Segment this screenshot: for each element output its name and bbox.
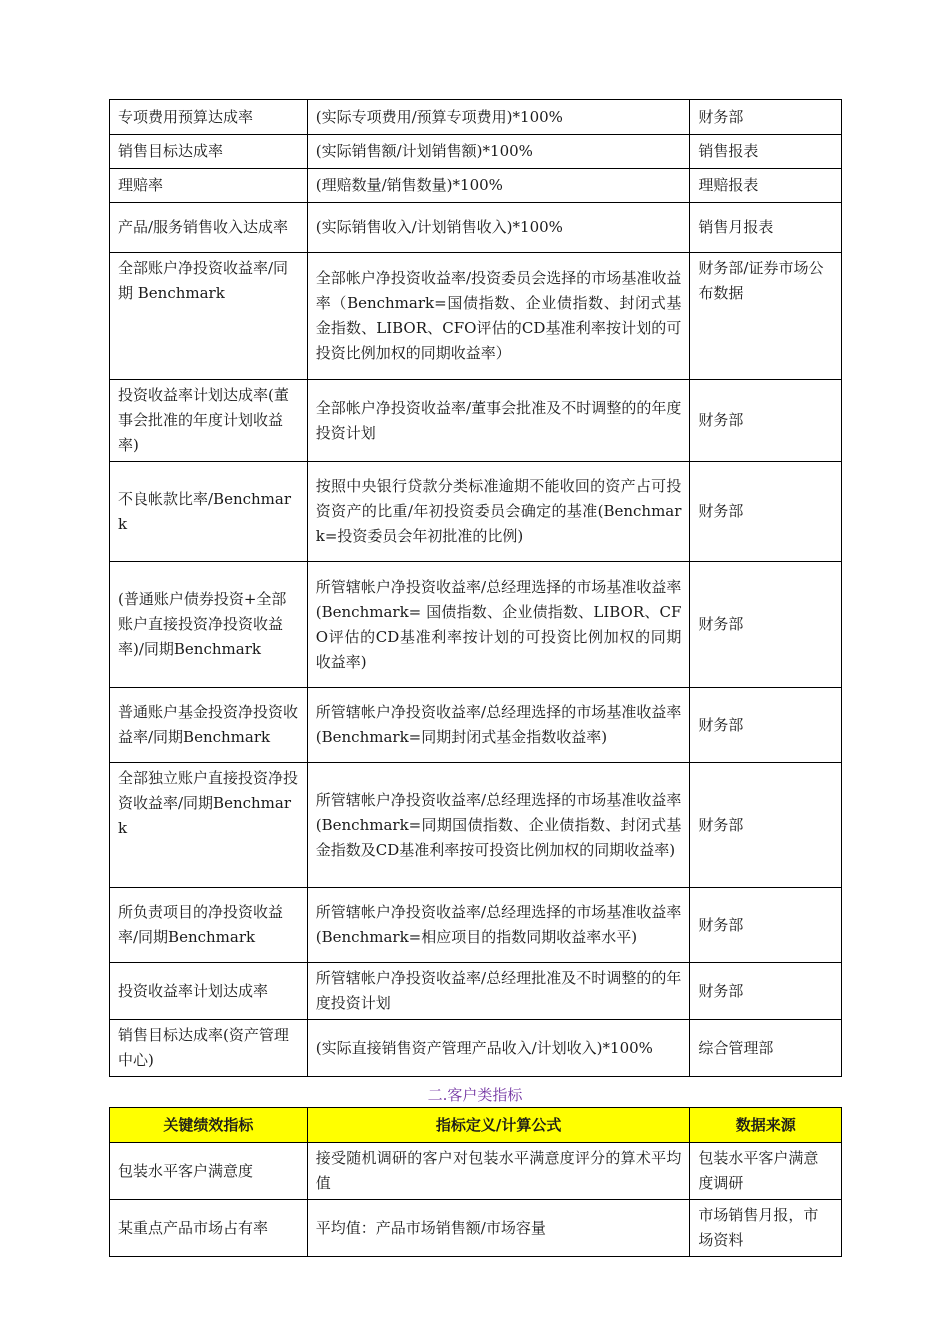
kpi-cell: 投资收益率计划达成率 <box>110 963 308 1020</box>
table-row <box>110 1020 842 1077</box>
kpi-cell: 全部独立账户直接投资净投资收益率/同期Benchmark <box>110 763 308 888</box>
source-cell: 综合管理部 <box>690 1020 842 1077</box>
source-cell: 财务部 <box>690 963 842 1020</box>
definition-cell: 平均值：产品市场销售额/市场容量 <box>307 1200 690 1257</box>
definition-cell: 所管辖帐户净投资收益率/总经理选择的市场基准收益率(Benchmark=相应项目的指数同期收益率水平) <box>307 888 690 963</box>
definition-cell: 全部帐户净投资收益率/董事会批准及不时调整的的年度投资计划 <box>307 380 690 462</box>
source-cell: 销售报表 <box>690 135 842 169</box>
source-cell: 财务部 <box>690 888 842 963</box>
source-cell: 理赔报表 <box>690 169 842 203</box>
kpi-cell: 全部账户净投资收益率/同期 Benchmark <box>110 253 308 380</box>
table-header-row <box>110 1108 842 1143</box>
kpi-table-financial <box>109 99 842 1077</box>
source-cell: 财务部 <box>690 688 842 763</box>
kpi-cell: 投资收益率计划达成率(董事会批准的年度计划收益率) <box>110 380 308 462</box>
source-cell: 财务部/证券市场公布数据 <box>690 253 842 380</box>
table-row <box>110 135 842 169</box>
kpi-cell: 理赔率 <box>110 169 308 203</box>
table-row <box>110 963 842 1020</box>
definition-cell: (实际销售收入/计划销售收入)*100% <box>307 203 690 253</box>
source-cell: 财务部 <box>690 462 842 562</box>
kpi-cell: 包装水平客户满意度 <box>110 1143 308 1200</box>
column-header-source: 数据来源 <box>690 1108 842 1143</box>
kpi-cell: 专项费用预算达成率 <box>110 100 308 135</box>
definition-cell: 所管辖帐户净投资收益率/总经理选择的市场基准收益率(Benchmark=同期国债指数、企业债指数、封闭式基金指数及CD基准利率按可投资比例加权的同期收益率) <box>307 763 690 888</box>
kpi-cell: 销售目标达成率 <box>110 135 308 169</box>
table-row <box>110 169 842 203</box>
column-header-definition: 指标定义/计算公式 <box>307 1108 690 1143</box>
source-cell: 市场销售月报，市场资料 <box>690 1200 842 1257</box>
table-row <box>110 888 842 963</box>
kpi-cell: 产品/服务销售收入达成率 <box>110 203 308 253</box>
kpi-table-customer <box>109 1107 842 1257</box>
definition-cell: 所管辖帐户净投资收益率/总经理选择的市场基准收益率(Benchmark=同期封闭式基金指数收益率) <box>307 688 690 763</box>
kpi-cell: 普通账户基金投资净投资收益率/同期Benchmark <box>110 688 308 763</box>
definition-cell: 按照中央银行贷款分类标准逾期不能收回的资产占可投资资产的比重/年初投资委员会确定的基准(Benchmark=投资委员会年初批准的比例) <box>307 462 690 562</box>
definition-cell: 所管辖帐户净投资收益率/总经理选择的市场基准收益率(Benchmark= 国债指数、企业债指数、LIBOR、CFO评估的CD基准利率按计划的可投资比例加权的同期收益率) <box>307 562 690 688</box>
source-cell: 财务部 <box>690 763 842 888</box>
table-row <box>110 562 842 688</box>
kpi-cell: 不良帐款比率/Benchmark <box>110 462 308 562</box>
definition-cell: (实际销售额/计划销售额)*100% <box>307 135 690 169</box>
definition-cell: (实际专项费用/预算专项费用)*100% <box>307 100 690 135</box>
table-row <box>110 253 842 380</box>
definition-cell: 所管辖帐户净投资收益率/总经理批准及不时调整的的年度投资计划 <box>307 963 690 1020</box>
definition-cell: (实际直接销售资产管理产品收入/计划收入)*100% <box>307 1020 690 1077</box>
definition-cell: (理赔数量/销售数量)*100% <box>307 169 690 203</box>
table-row <box>110 1200 842 1257</box>
kpi-cell: 某重点产品市场占有率 <box>110 1200 308 1257</box>
table-row <box>110 380 842 462</box>
kpi-cell: 所负责项目的净投资收益率/同期Benchmark <box>110 888 308 963</box>
table-row <box>110 688 842 763</box>
table-row <box>110 462 842 562</box>
source-cell: 财务部 <box>690 100 842 135</box>
section-title: 二.客户类指标 <box>427 1086 523 1104</box>
table-row <box>110 100 842 135</box>
table-row <box>110 203 842 253</box>
definition-cell: 全部帐户净投资收益率/投资委员会选择的市场基准收益率（Benchmark=国债指数、企业债指数、封闭式基金指数、LIBOR、CFO评估的CD基准利率按计划的可投资比例加权的同期收益率） <box>307 253 690 380</box>
source-cell: 财务部 <box>690 380 842 462</box>
source-cell: 财务部 <box>690 562 842 688</box>
source-cell: 包装水平客户满意度调研 <box>690 1143 842 1200</box>
table-row <box>110 1143 842 1200</box>
column-header-kpi: 关键绩效指标 <box>110 1108 308 1143</box>
kpi-cell: 销售目标达成率(资产管理中心) <box>110 1020 308 1077</box>
kpi-cell: (普通账户债券投资+全部账户直接投资净投资收益率)/同期Benchmark <box>110 562 308 688</box>
source-cell: 销售月报表 <box>690 203 842 253</box>
definition-cell: 接受随机调研的客户对包装水平满意度评分的算术平均值 <box>307 1143 690 1200</box>
table-row <box>110 763 842 888</box>
